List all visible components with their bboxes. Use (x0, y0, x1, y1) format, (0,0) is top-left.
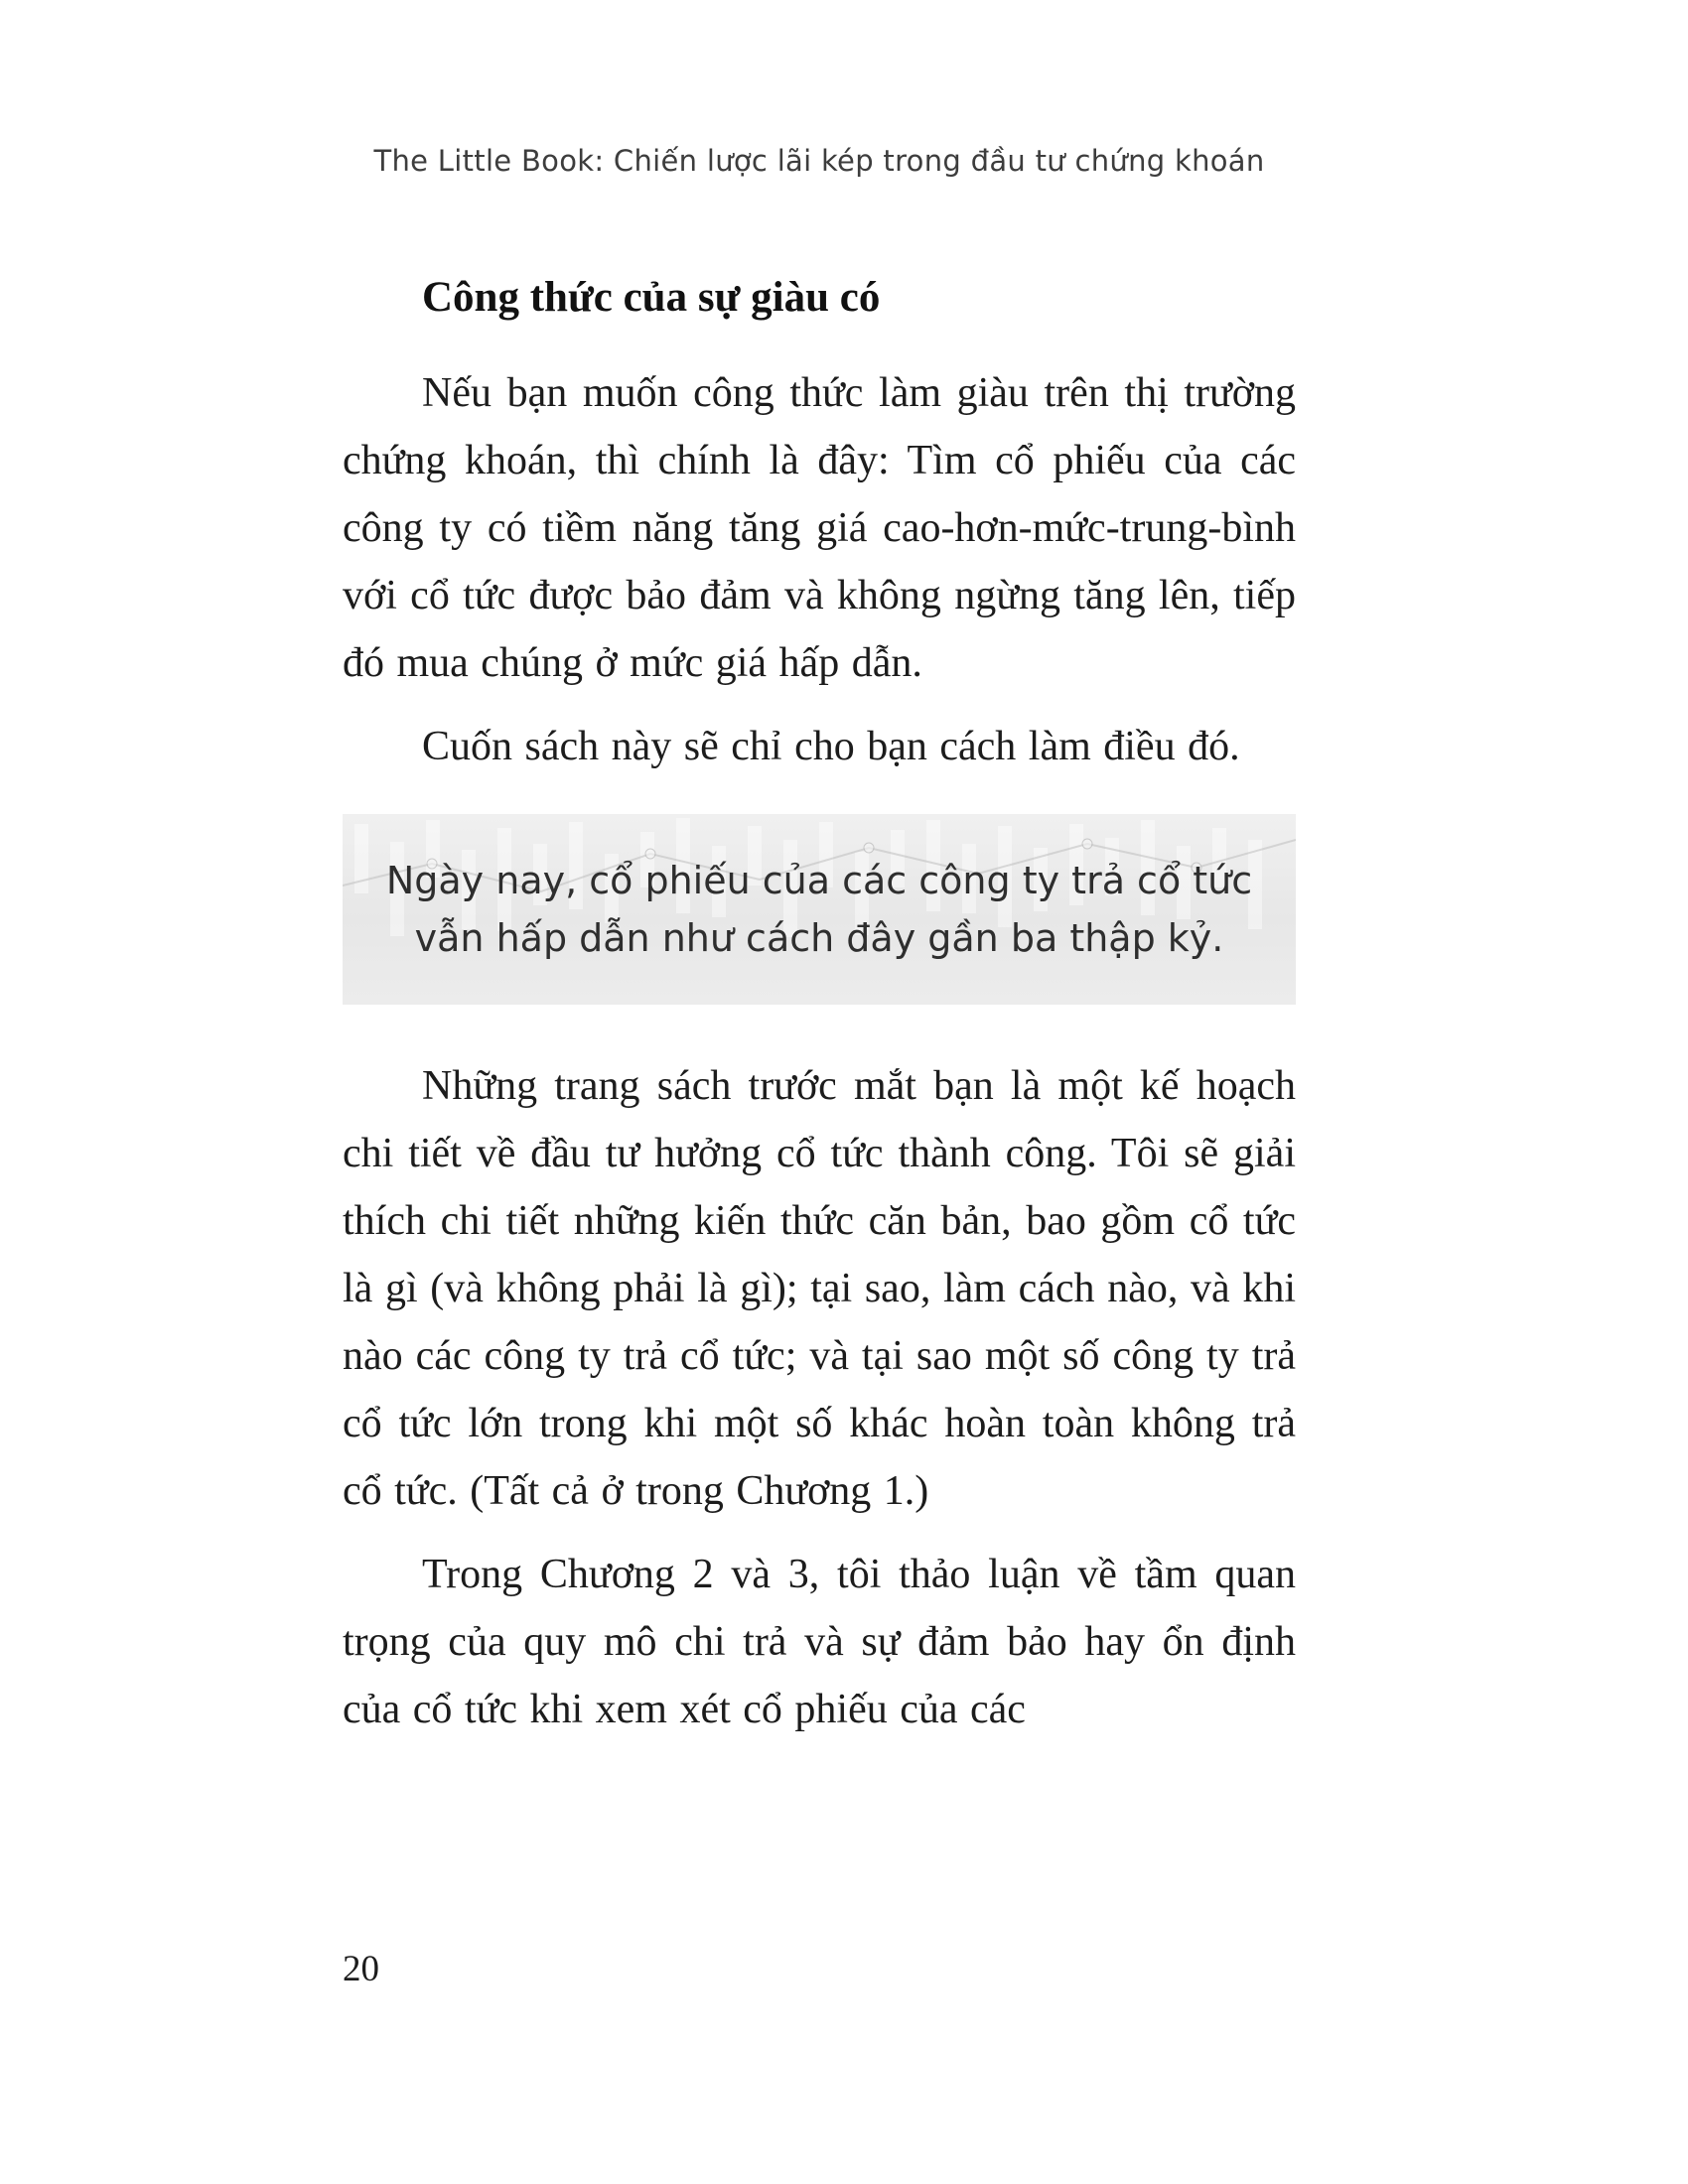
page-content (343, 272, 1296, 1743)
running-header: The Little Book: Chiến lược lãi kép trong đầu tư chứng khoán (373, 144, 1265, 178)
pull-quote-line-2: vẫn hấp dẫn như cách đây gần ba thập kỷ. (414, 916, 1224, 960)
pull-quote-text (386, 852, 1252, 967)
pull-quote-box (343, 814, 1296, 1005)
paragraph-1: Nếu bạn muốn công thức làm giàu trên thị trường chứng khoán, thì chính là đây: Tìm cổ phiếu của các công ty có tiềm năng tăng giá cao-hơn-mức-trung-bình với cổ tức được bảo đảm và không ngừng tăng lên, tiếp đó mua chúng ở mức giá hấp dẫn. (343, 370, 1296, 686)
pull-quote-line-1: Ngày nay, cổ phiếu của các công ty trả cổ tức (385, 859, 1253, 902)
page-number: 20 (343, 1949, 379, 1989)
section-heading: Công thức của sự giàu có (422, 274, 881, 321)
paragraph-2: Cuốn sách này sẽ chỉ cho bạn cách làm điều đó. (422, 724, 1240, 769)
paragraph-3: Những trang sách trước mắt bạn là một kế hoạch chi tiết về đầu tư hưởng cổ tức thành công. Tôi sẽ giải thích chi tiết những kiến thức căn bản, bao gồm cổ tức là gì (và không phải là gì); tại sao, làm cách nào, và khi nào các công ty trả cổ tức; và tại sao một số công ty trả cổ tức lớn trong khi một số khác hoàn toàn không trả cổ tức. (Tất cả ở trong Chương 1.) (343, 1063, 1296, 1514)
paragraph-4: Trong Chương 2 và 3, tôi thảo luận về tầm quan trọng của quy mô chi trả và sự đảm bảo hay ổn định của cổ tức khi xem xét cổ phiếu của các (343, 1552, 1296, 1732)
